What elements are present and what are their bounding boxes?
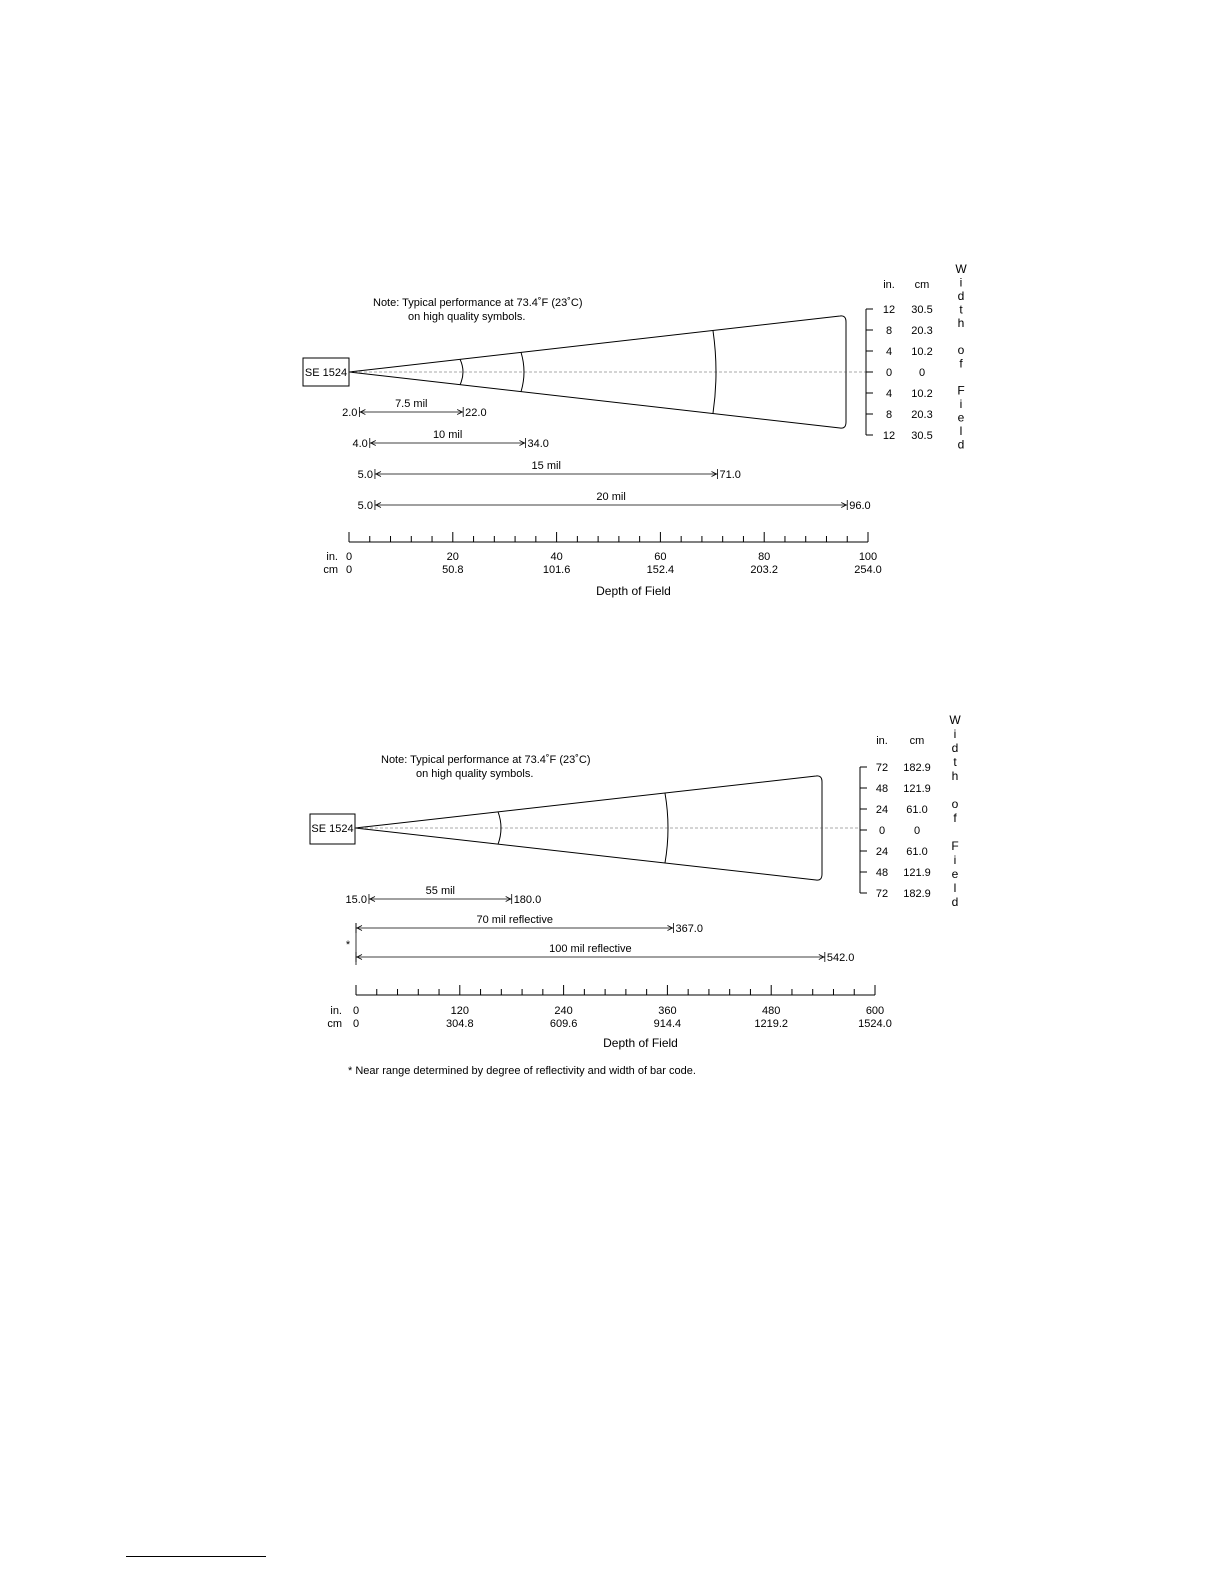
width-of-field-title-letter: l [953, 881, 957, 895]
range-name: 15 mil [531, 460, 561, 472]
width-of-field-title-letter: F [951, 839, 959, 853]
depth-tick-label-cm: 254.0 [854, 564, 882, 576]
range-name: 70 mil reflective [476, 914, 553, 926]
depth-tick-label-cm: 1524.0 [858, 1018, 892, 1030]
footnote-text: * Near range determined by degree of reflectivity and width of bar code. [348, 1065, 696, 1077]
depth-tick-label-in: 360 [658, 1005, 677, 1017]
range-far-value: 367.0 [675, 923, 703, 935]
width-value-in: 48 [875, 867, 889, 879]
note-line-1: Note: Typical performance at 73.4˚F (23˚C) [373, 297, 583, 309]
depth-of-field-diagram-2 [310, 713, 961, 1077]
width-value-in: 8 [885, 409, 893, 421]
depth-tick-label-in: 480 [762, 1005, 781, 1017]
width-of-field-title-letter: d [957, 289, 965, 303]
note-line-1: Note: Typical performance at 73.4˚F (23˚C) [381, 754, 591, 766]
range-name: 20 mil [596, 491, 626, 503]
depth-axis-title: Depth of Field [596, 584, 671, 598]
range-name: 10 mil [432, 429, 463, 441]
width-value-in: 12 [882, 304, 896, 316]
width-of-field-title-letter: i [953, 853, 957, 867]
range-far-value: 96.0 [849, 500, 871, 512]
width-of-field-title-letter: i [959, 275, 963, 290]
depth-tick-label-cm: 0 [345, 564, 353, 576]
width-value-cm: 182.9 [903, 888, 931, 900]
depth-tick-label-in: 120 [450, 1005, 469, 1017]
range-far-value: 542.0 [826, 952, 855, 964]
depth-tick-label-cm: 304.8 [446, 1018, 474, 1030]
range-name: 7.5 mil [395, 398, 428, 410]
depth-tick-label-cm: 101.6 [542, 564, 571, 576]
width-header-cm: cm [909, 735, 925, 747]
range-near-value: 5.0 [357, 500, 373, 512]
depth-tick-label-in: 80 [758, 551, 771, 563]
width-of-field-title-letter: f [959, 356, 963, 371]
note-line-2: on high quality symbols. [408, 311, 526, 323]
depth-tick-label-cm: 152.4 [646, 564, 675, 576]
depth-axis-unit-cm: cm [327, 1018, 342, 1030]
width-value-in: 0 [878, 825, 886, 837]
depth-of-field-diagram-1 [303, 262, 967, 598]
width-value-in: 24 [875, 804, 889, 816]
width-of-field-title-letter: o [951, 797, 959, 811]
depth-tick-label-in: 0 [345, 551, 353, 563]
width-value-cm: 121.9 [903, 783, 931, 795]
width-value-cm: 0 [918, 367, 926, 379]
width-value-in: 48 [875, 783, 889, 795]
width-of-field-title-letter: F [957, 383, 965, 398]
depth-tick-label-in: 240 [554, 1005, 573, 1017]
width-value-cm: 182.9 [903, 762, 931, 774]
width-header-cm: cm [914, 279, 930, 291]
width-value-cm: 20.3 [911, 325, 933, 337]
width-header-in: in. [876, 735, 888, 747]
range-near-value: 4.0 [352, 438, 368, 450]
range-arc [498, 812, 501, 845]
depth-tick-label-cm: 0 [352, 1018, 360, 1030]
footnote-rule [126, 1556, 266, 1557]
depth-tick-label-cm: 50.8 [442, 564, 464, 576]
width-of-field-title-letter: d [957, 437, 965, 452]
width-value-in: 8 [885, 325, 893, 337]
width-header-in: in. [883, 279, 895, 291]
width-of-field-title-letter: W [955, 262, 967, 276]
width-value-cm: 10.2 [911, 388, 933, 400]
depth-tick-label-cm: 1219.2 [754, 1018, 789, 1030]
width-of-field-title-letter: d [951, 741, 959, 755]
scanner-label: SE 1524 [304, 367, 348, 379]
range-far-value: 71.0 [719, 469, 741, 481]
depth-tick-label-in: 60 [654, 551, 667, 563]
depth-tick-label-in: 600 [865, 1005, 885, 1017]
width-value-cm: 30.5 [911, 430, 933, 442]
width-value-cm: 20.3 [911, 409, 933, 421]
width-of-field-title-letter: t [959, 302, 963, 317]
range-near-value: 15.0 [345, 894, 367, 906]
width-value-in: 72 [875, 762, 889, 774]
range-near-value: 2.0 [342, 407, 358, 419]
width-of-field-title-letter: h [951, 769, 959, 783]
width-value-in: 72 [875, 888, 889, 900]
width-value-cm: 0 [913, 825, 921, 837]
width-of-field-title-letter: f [953, 811, 957, 825]
width-value-in: 4 [885, 346, 893, 358]
width-value-in: 12 [882, 430, 896, 442]
width-of-field-title-letter: i [959, 397, 963, 411]
width-value-cm: 61.0 [906, 804, 928, 816]
depth-tick-label-in: 20 [446, 551, 459, 563]
depth-axis-unit-in: in. [326, 551, 338, 563]
range-far-value: 34.0 [527, 438, 549, 450]
depth-tick-label-cm: 609.6 [549, 1018, 578, 1030]
width-value-in: 4 [885, 388, 893, 400]
width-value-cm: 61.0 [906, 846, 928, 858]
range-name: 100 mil reflective [549, 943, 632, 955]
width-of-field-title-letter: e [957, 410, 965, 425]
depth-axis-title: Depth of Field [603, 1036, 678, 1050]
width-of-field-title-letter: i [953, 727, 957, 741]
depth-tick-label-cm: 203.2 [750, 564, 778, 576]
depth-tick-label-cm: 914.4 [653, 1018, 682, 1030]
width-of-field-title-letter: h [957, 316, 965, 330]
width-value-cm: 10.2 [911, 346, 933, 358]
width-of-field-title-letter: o [957, 343, 965, 357]
note-line-2: on high quality symbols. [416, 768, 534, 780]
width-value-in: 0 [885, 367, 893, 379]
width-of-field-title-letter: t [953, 755, 957, 769]
range-far-value: 180.0 [513, 894, 542, 906]
width-of-field-title-letter: W [949, 713, 961, 727]
depth-axis-unit-in: in. [330, 1005, 342, 1017]
width-of-field-title-letter: d [951, 895, 959, 909]
width-value-cm: 30.5 [911, 304, 933, 316]
depth-axis-unit-cm: cm [323, 564, 338, 576]
range-name: 55 mil [425, 885, 456, 897]
width-of-field-title-letter: l [959, 424, 963, 438]
range-far-value: 22.0 [465, 407, 487, 419]
depth-tick-label-in: 100 [858, 551, 878, 563]
range-near-value: 5.0 [357, 469, 373, 481]
width-value-in: 24 [875, 846, 889, 858]
scanner-label: SE 1524 [311, 823, 354, 835]
depth-tick-label-in: 40 [550, 551, 563, 563]
asterisk-mark: * [345, 939, 351, 951]
depth-tick-label-in: 0 [352, 1005, 360, 1017]
width-of-field-title-letter: e [951, 867, 959, 881]
width-value-cm: 121.9 [903, 867, 931, 879]
